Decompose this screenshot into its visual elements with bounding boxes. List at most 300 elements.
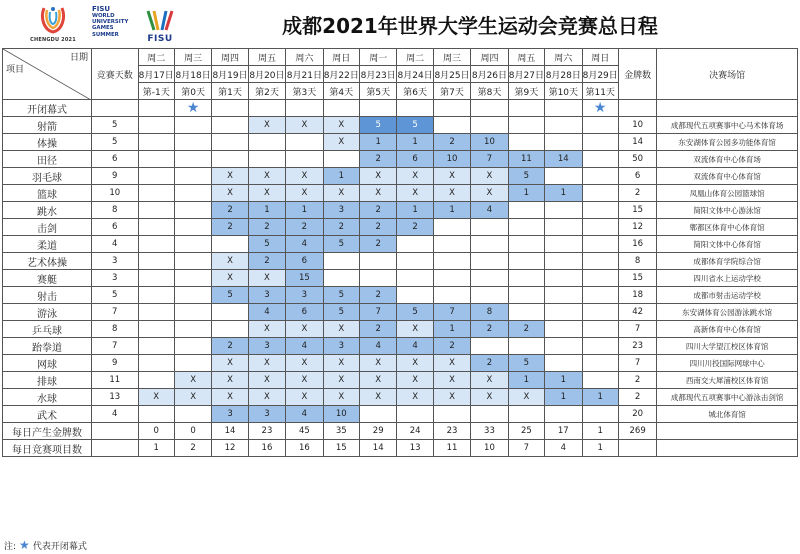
schedule-cell xyxy=(138,236,174,253)
schedule-cell: 2 xyxy=(323,219,359,236)
schedule-cell: X xyxy=(286,389,323,406)
date-cell: 8月29日 xyxy=(582,66,618,83)
daily-events-cell: 1 xyxy=(582,440,618,457)
sport-days: 5 xyxy=(92,134,139,151)
schedule-cell xyxy=(138,304,174,321)
schedule-cell xyxy=(545,338,582,355)
schedule-cell: X xyxy=(212,253,248,270)
schedule-cell xyxy=(433,253,470,270)
schedule-cell: 3 xyxy=(248,338,285,355)
schedule-cell xyxy=(471,117,508,134)
schedule-cell: X xyxy=(286,355,323,372)
ceremony-medals xyxy=(618,100,656,117)
daily-events-cell: 2 xyxy=(174,440,211,457)
schedule-cell: X xyxy=(248,168,285,185)
schedule-cell xyxy=(138,168,174,185)
note-text: 代表开闭幕式 xyxy=(32,541,87,552)
legend-note xyxy=(4,538,87,552)
schedule-cell xyxy=(582,151,618,168)
schedule-cell xyxy=(471,406,508,423)
sport-venue: 高新体育中心体育馆 xyxy=(657,321,798,338)
schedule-cell: 5 xyxy=(212,287,248,304)
schedule-cell: X xyxy=(323,117,359,134)
schedule-cell xyxy=(138,185,174,202)
sport-row xyxy=(3,287,798,304)
daily-events-cell: 12 xyxy=(212,440,248,457)
sport-row xyxy=(3,185,798,202)
schedule-table xyxy=(2,48,798,457)
schedule-cell: 5 xyxy=(360,117,397,134)
schedule-cell xyxy=(212,134,248,151)
daily-medals-cell: 25 xyxy=(508,423,544,440)
sport-name: 篮球 xyxy=(3,185,92,202)
weekday-cell: 周二 xyxy=(397,49,433,66)
schedule-cell: X xyxy=(471,168,508,185)
ceremony-day-cell xyxy=(508,100,544,117)
daynum-cell: 第2天 xyxy=(248,83,285,100)
weekday-cell: 周三 xyxy=(174,49,211,66)
sport-name: 乒乓球 xyxy=(3,321,92,338)
schedule-cell: X xyxy=(248,372,285,389)
sport-medals: 23 xyxy=(618,338,656,355)
schedule-cell: 2 xyxy=(286,219,323,236)
schedule-cell: 2 xyxy=(360,151,397,168)
schedule-cell: 7 xyxy=(360,304,397,321)
daily-events-cell: 16 xyxy=(248,440,285,457)
daynum-cell: 第6天 xyxy=(397,83,433,100)
schedule-cell: 1 xyxy=(433,202,470,219)
schedule-body xyxy=(3,49,798,457)
schedule-cell: 6 xyxy=(286,253,323,270)
daily-events-cell: 10 xyxy=(471,440,508,457)
schedule-cell: X xyxy=(248,270,285,287)
daily-medals-label: 每日产生金牌数 xyxy=(3,423,92,440)
schedule-cell: X xyxy=(323,134,359,151)
schedule-cell xyxy=(582,219,618,236)
sport-venue: 成都现代五项赛事中心游泳击剑馆 xyxy=(657,389,798,406)
sport-days: 9 xyxy=(92,355,139,372)
ceremony-day-cell xyxy=(471,100,508,117)
schedule-cell: 10 xyxy=(471,134,508,151)
schedule-cell xyxy=(508,117,544,134)
weekday-cell: 周五 xyxy=(508,49,544,66)
date-cell: 8月27日 xyxy=(508,66,544,83)
daily-medals-cell: 0 xyxy=(174,423,211,440)
sport-row xyxy=(3,253,798,270)
schedule-cell: 1 xyxy=(545,389,582,406)
schedule-cell: 1 xyxy=(508,372,544,389)
daily-medals-row xyxy=(3,423,798,440)
schedule-cell: 2 xyxy=(471,355,508,372)
schedule-cell xyxy=(508,253,544,270)
schedule-cell: X xyxy=(471,372,508,389)
daynum-cell: 第1天 xyxy=(212,83,248,100)
sport-row xyxy=(3,202,798,219)
schedule-cell: 1 xyxy=(248,202,285,219)
schedule-cell: 7 xyxy=(471,151,508,168)
schedule-cell: 2 xyxy=(433,134,470,151)
schedule-cell: X xyxy=(397,185,433,202)
schedule-cell: 4 xyxy=(360,338,397,355)
sport-medals: 50 xyxy=(618,151,656,168)
schedule-cell xyxy=(582,406,618,423)
schedule-cell: 10 xyxy=(433,151,470,168)
schedule-cell: X xyxy=(248,321,285,338)
schedule-cell xyxy=(138,219,174,236)
sport-name: 赛艇 xyxy=(3,270,92,287)
schedule-cell: X xyxy=(360,372,397,389)
schedule-cell xyxy=(212,151,248,168)
schedule-cell xyxy=(471,219,508,236)
schedule-cell xyxy=(360,406,397,423)
daynum-cell: 第10天 xyxy=(545,83,582,100)
schedule-cell: 8 xyxy=(471,304,508,321)
schedule-cell: X xyxy=(397,372,433,389)
schedule-cell xyxy=(582,287,618,304)
schedule-cell xyxy=(397,236,433,253)
schedule-cell: X xyxy=(323,185,359,202)
chengdu-caption: CHENGDU 2021 xyxy=(30,37,76,43)
weekday-cell: 周日 xyxy=(323,49,359,66)
schedule-cell xyxy=(174,219,211,236)
schedule-cell xyxy=(545,253,582,270)
daily-events-cell: 7 xyxy=(508,440,544,457)
daily-medals-cell: 14 xyxy=(212,423,248,440)
sport-venue: 郫都区体育中心体育馆 xyxy=(657,219,798,236)
sport-name: 跳水 xyxy=(3,202,92,219)
daily-events-cell: 1 xyxy=(138,440,174,457)
sport-name: 田径 xyxy=(3,151,92,168)
schedule-cell xyxy=(545,134,582,151)
schedule-cell xyxy=(582,253,618,270)
fisu-line-university: UNIVERSITY xyxy=(92,19,129,26)
schedule-cell xyxy=(174,168,211,185)
schedule-cell xyxy=(138,287,174,304)
ceremony-days xyxy=(92,100,139,117)
date-cell: 8月21日 xyxy=(286,66,323,83)
weekday-cell: 周二 xyxy=(138,49,174,66)
schedule-cell: X xyxy=(212,168,248,185)
date-cell: 8月24日 xyxy=(397,66,433,83)
schedule-cell: X xyxy=(397,168,433,185)
schedule-cell xyxy=(138,202,174,219)
schedule-cell xyxy=(397,270,433,287)
ceremony-label: 开闭幕式 xyxy=(3,100,92,117)
sport-venue: 双流体育中心体育场 xyxy=(657,151,798,168)
daily-events-cell: 14 xyxy=(360,440,397,457)
schedule-cell: X xyxy=(286,321,323,338)
schedule-cell xyxy=(545,202,582,219)
daily-medals-cell: 29 xyxy=(360,423,397,440)
sport-days: 10 xyxy=(92,185,139,202)
daynum-cell: 第9天 xyxy=(508,83,544,100)
schedule-cell xyxy=(545,270,582,287)
daily-medals-cell: 23 xyxy=(433,423,470,440)
daily-medals-cell: 35 xyxy=(323,423,359,440)
schedule-cell: 1 xyxy=(397,134,433,151)
sport-venue: 成都体育学院综合馆 xyxy=(657,253,798,270)
sport-medals: 7 xyxy=(618,321,656,338)
schedule-cell xyxy=(360,253,397,270)
schedule-cell xyxy=(545,304,582,321)
sport-name: 游泳 xyxy=(3,304,92,321)
schedule-cell xyxy=(508,219,544,236)
schedule-cell: 2 xyxy=(360,219,397,236)
schedule-cell: 1 xyxy=(286,202,323,219)
schedule-cell: X xyxy=(212,389,248,406)
schedule-cell xyxy=(582,338,618,355)
sport-venue: 西南交大犀浦校区体育馆 xyxy=(657,372,798,389)
schedule-cell: X xyxy=(471,185,508,202)
daily-medals-cell: 1 xyxy=(582,423,618,440)
sport-medals: 14 xyxy=(618,134,656,151)
ceremony-day-cell xyxy=(545,100,582,117)
schedule-cell: 10 xyxy=(323,406,359,423)
schedule-cell: X xyxy=(248,185,285,202)
schedule-cell xyxy=(433,406,470,423)
sport-venue: 四川川投国际网球中心 xyxy=(657,355,798,372)
sport-row xyxy=(3,406,798,423)
daily-events-cell: 16 xyxy=(286,440,323,457)
schedule-cell xyxy=(582,168,618,185)
sport-days: 5 xyxy=(92,117,139,134)
schedule-cell xyxy=(138,406,174,423)
total-medals: 269 xyxy=(618,423,656,440)
schedule-cell xyxy=(508,287,544,304)
sport-medals: 42 xyxy=(618,304,656,321)
sport-medals: 16 xyxy=(618,236,656,253)
weekday-cell: 周六 xyxy=(286,49,323,66)
schedule-cell: X xyxy=(397,389,433,406)
sport-medals: 15 xyxy=(618,270,656,287)
date-cell: 8月22日 xyxy=(323,66,359,83)
daily-medals-blank xyxy=(92,423,139,440)
schedule-cell xyxy=(508,134,544,151)
schedule-cell: 1 xyxy=(397,202,433,219)
schedule-cell: 1 xyxy=(323,168,359,185)
schedule-cell xyxy=(582,134,618,151)
schedule-cell: X xyxy=(323,372,359,389)
sport-medals: 8 xyxy=(618,253,656,270)
schedule-cell xyxy=(545,406,582,423)
schedule-cell xyxy=(138,151,174,168)
daily-medals-cell: 24 xyxy=(397,423,433,440)
schedule-cell: X xyxy=(433,168,470,185)
schedule-cell xyxy=(212,304,248,321)
schedule-cell: X xyxy=(360,355,397,372)
ceremony-venue xyxy=(657,100,798,117)
schedule-cell xyxy=(545,321,582,338)
schedule-cell: 2 xyxy=(212,338,248,355)
schedule-cell xyxy=(397,406,433,423)
fisu-line-world: WORLD xyxy=(92,13,115,19)
schedule-cell xyxy=(323,151,359,168)
sport-venue: 东安湖体育公园游泳跳水馆 xyxy=(657,304,798,321)
schedule-cell xyxy=(323,253,359,270)
sport-venue: 四川大学望江校区体育馆 xyxy=(657,338,798,355)
sport-medals: 15 xyxy=(618,202,656,219)
daily-events-cell: 4 xyxy=(545,440,582,457)
schedule-cell xyxy=(582,185,618,202)
sport-row xyxy=(3,304,798,321)
schedule-cell: 3 xyxy=(286,287,323,304)
date-cell: 8月26日 xyxy=(471,66,508,83)
schedule-cell: X xyxy=(212,270,248,287)
sport-name: 击剑 xyxy=(3,219,92,236)
schedule-cell: 5 xyxy=(508,355,544,372)
schedule-cell: X xyxy=(397,355,433,372)
schedule-cell xyxy=(174,134,211,151)
schedule-cell xyxy=(582,321,618,338)
daily-events-row xyxy=(3,440,798,457)
schedule-cell: 2 xyxy=(248,219,285,236)
sport-name: 射箭 xyxy=(3,117,92,134)
schedule-cell: X xyxy=(286,372,323,389)
schedule-cell xyxy=(323,270,359,287)
sport-row xyxy=(3,389,798,406)
sport-medals: 2 xyxy=(618,185,656,202)
schedule-cell xyxy=(582,372,618,389)
schedule-cell: 2 xyxy=(508,321,544,338)
weekday-cell: 周日 xyxy=(582,49,618,66)
schedule-cell xyxy=(174,185,211,202)
schedule-cell xyxy=(138,134,174,151)
schedule-cell: X xyxy=(433,389,470,406)
sport-days: 13 xyxy=(92,389,139,406)
schedule-cell: 3 xyxy=(323,202,359,219)
schedule-cell xyxy=(138,117,174,134)
schedule-cell xyxy=(248,134,285,151)
daily-events-medals xyxy=(618,440,656,457)
schedule-cell: X xyxy=(286,168,323,185)
schedule-cell: 5 xyxy=(323,304,359,321)
schedule-cell: 2 xyxy=(360,202,397,219)
schedule-cell xyxy=(138,372,174,389)
schedule-cell xyxy=(433,117,470,134)
schedule-cell xyxy=(471,338,508,355)
daynum-cell: 第8天 xyxy=(471,83,508,100)
sport-days: 7 xyxy=(92,304,139,321)
sport-medals: 7 xyxy=(618,355,656,372)
date-cell: 8月20日 xyxy=(248,66,285,83)
schedule-cell xyxy=(138,270,174,287)
page-title: 成都2021年世界大学生运动会竞赛总日程 xyxy=(282,14,658,38)
schedule-cell: 4 xyxy=(248,304,285,321)
sport-row xyxy=(3,219,798,236)
date-cell: 8月17日 xyxy=(138,66,174,83)
schedule-cell xyxy=(471,270,508,287)
schedule-cell xyxy=(174,117,211,134)
schedule-cell: 2 xyxy=(212,202,248,219)
schedule-cell xyxy=(545,355,582,372)
daily-events-label: 每日竞赛项目数 xyxy=(3,440,92,457)
schedule-cell: 2 xyxy=(248,253,285,270)
daily-events-cell: 11 xyxy=(433,440,470,457)
schedule-cell: X xyxy=(212,372,248,389)
schedule-cell xyxy=(582,202,618,219)
schedule-cell xyxy=(508,304,544,321)
schedule-cell: X xyxy=(323,355,359,372)
fisu-line-games: GAMES xyxy=(92,25,114,32)
schedule-cell xyxy=(508,270,544,287)
schedule-cell xyxy=(508,406,544,423)
header-medals: 金牌数 xyxy=(618,49,656,100)
daily-medals-cell: 0 xyxy=(138,423,174,440)
schedule-cell: 3 xyxy=(248,406,285,423)
schedule-cell: 1 xyxy=(508,185,544,202)
sport-medals: 6 xyxy=(618,168,656,185)
ceremony-day-cell xyxy=(397,100,433,117)
schedule-cell: X xyxy=(248,117,285,134)
schedule-cell: X xyxy=(360,168,397,185)
schedule-cell xyxy=(582,270,618,287)
schedule-cell xyxy=(138,355,174,372)
ceremony-day-cell xyxy=(433,100,470,117)
schedule-cell: 2 xyxy=(360,287,397,304)
schedule-cell: X xyxy=(397,321,433,338)
sport-days: 8 xyxy=(92,321,139,338)
schedule-cell: 4 xyxy=(286,406,323,423)
weekday-cell: 周一 xyxy=(360,49,397,66)
daynum-cell: 第7天 xyxy=(433,83,470,100)
sport-name: 水球 xyxy=(3,389,92,406)
sport-days: 4 xyxy=(92,406,139,423)
schedule-cell xyxy=(138,253,174,270)
header-date-label: 日期 xyxy=(69,53,88,63)
fisu-emblem-icon xyxy=(140,8,180,34)
schedule-cell xyxy=(582,355,618,372)
sport-name: 排球 xyxy=(3,372,92,389)
daynum-cell: 第4天 xyxy=(323,83,359,100)
schedule-cell xyxy=(545,117,582,134)
schedule-cell: 2 xyxy=(360,321,397,338)
page-header xyxy=(0,0,800,52)
schedule-cell xyxy=(397,253,433,270)
schedule-cell: X xyxy=(174,372,211,389)
sport-row xyxy=(3,338,798,355)
fisu-wordmark xyxy=(92,5,142,38)
sport-row xyxy=(3,355,798,372)
sport-name: 体操 xyxy=(3,134,92,151)
schedule-cell xyxy=(174,338,211,355)
sport-days: 9 xyxy=(92,168,139,185)
schedule-cell: 2 xyxy=(433,338,470,355)
ceremony-day-cell xyxy=(248,100,285,117)
sport-name: 柔道 xyxy=(3,236,92,253)
sport-days: 3 xyxy=(92,253,139,270)
schedule-cell: 15 xyxy=(286,270,323,287)
schedule-cell xyxy=(397,287,433,304)
schedule-cell: 1 xyxy=(545,372,582,389)
note-prefix: 注: xyxy=(4,541,17,552)
sport-days: 6 xyxy=(92,219,139,236)
schedule-cell: 2 xyxy=(212,219,248,236)
sport-days: 5 xyxy=(92,287,139,304)
schedule-cell xyxy=(433,287,470,304)
weekday-cell: 周四 xyxy=(471,49,508,66)
schedule-cell xyxy=(508,236,544,253)
schedule-cell: 2 xyxy=(471,321,508,338)
schedule-cell: X xyxy=(174,389,211,406)
sport-medals: 20 xyxy=(618,406,656,423)
schedule-cell: X xyxy=(508,389,544,406)
schedule-cell: 5 xyxy=(248,236,285,253)
schedule-cell xyxy=(582,304,618,321)
ceremony-day-cell xyxy=(174,100,211,117)
ceremony-day-cell xyxy=(360,100,397,117)
schedule-cell xyxy=(582,117,618,134)
schedule-cell: 3 xyxy=(248,287,285,304)
